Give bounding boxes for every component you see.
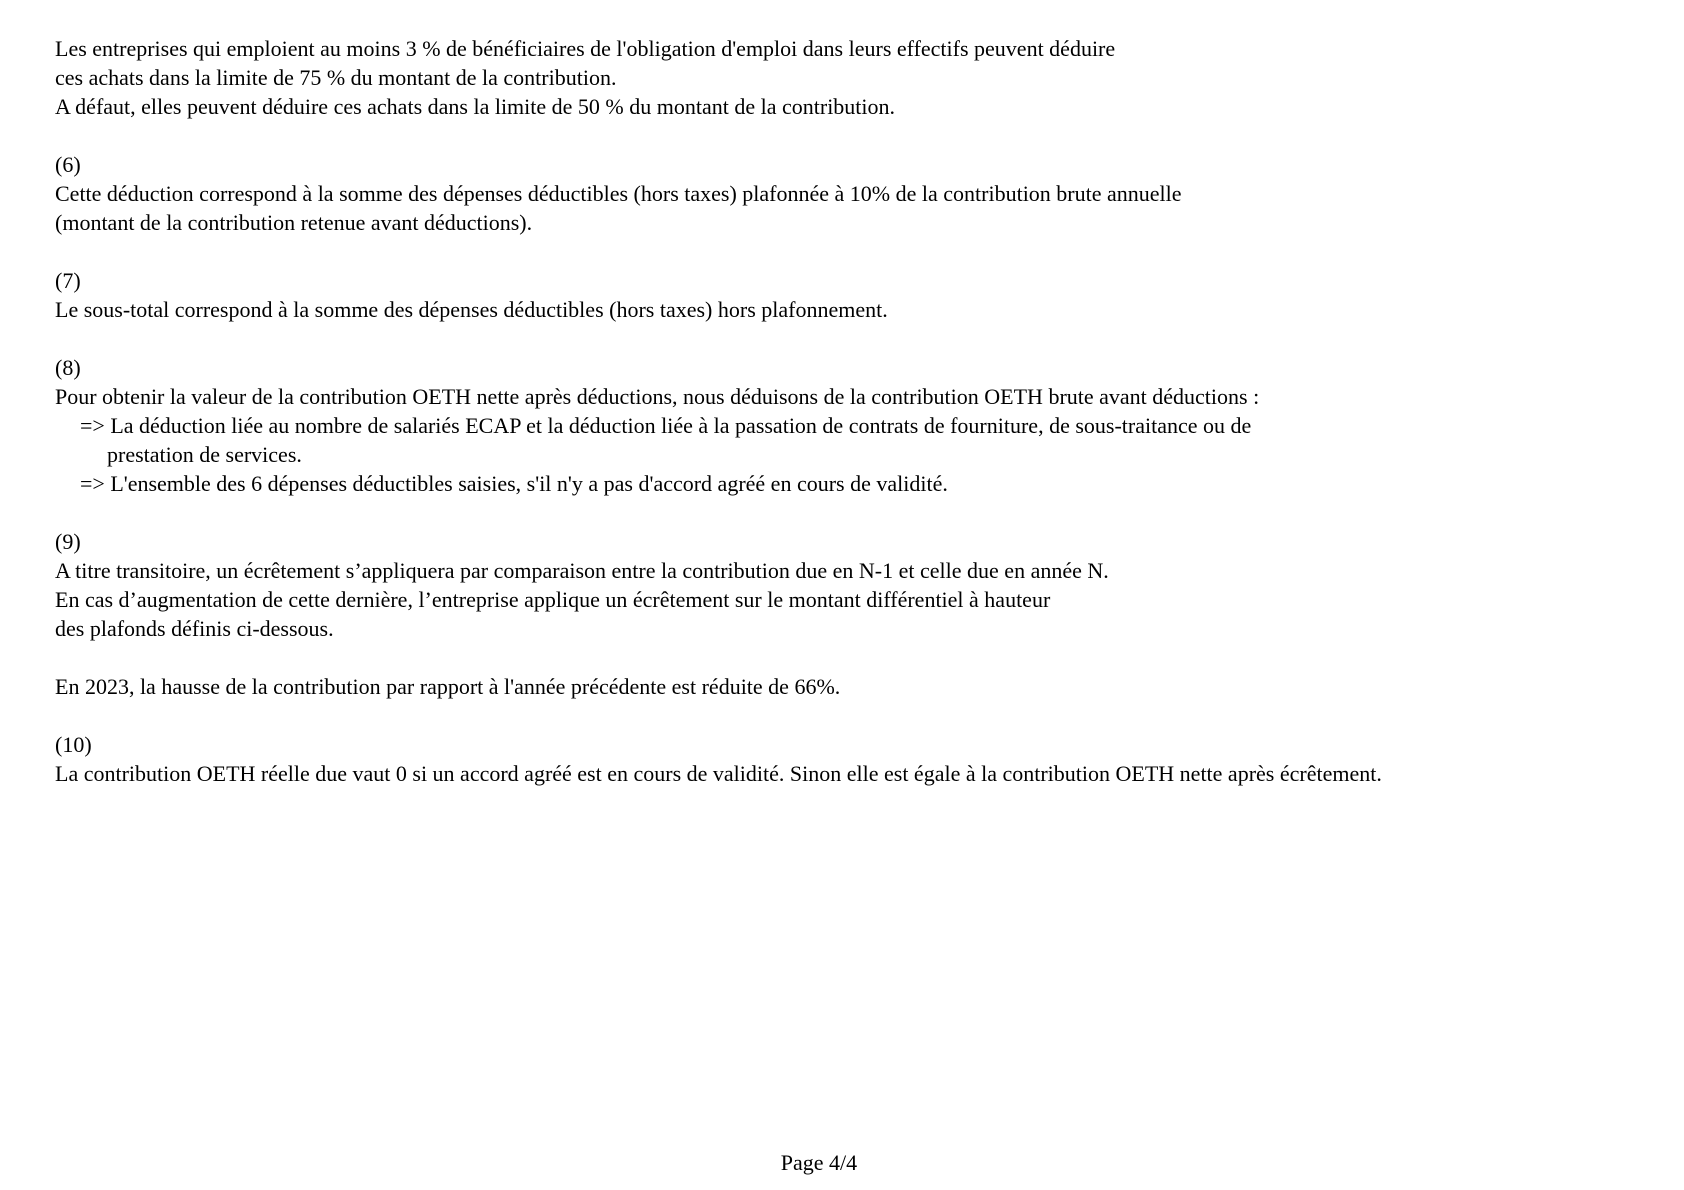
- paragraph-2023: [55, 672, 1654, 701]
- text-line: En cas d’augmentation de cette dernière, l’entreprise applique un écrêtement sur le montant différentiel à hauteur: [55, 587, 1051, 612]
- paragraph-intro: [55, 34, 1654, 121]
- text-line: ces achats dans la limite de 75 % du montant de la contribution.: [55, 65, 617, 90]
- footnote-number: (7): [55, 268, 81, 293]
- footnote-number: (10): [55, 732, 92, 757]
- document-body: [55, 34, 1654, 817]
- bullet-line: => L'ensemble des 6 dépenses déductibles saisies, s'il n'y a pas d'accord agréé en cours de validité.: [80, 471, 948, 496]
- footnote-number: (9): [55, 529, 81, 554]
- paragraph-note-7: [55, 266, 1654, 324]
- footnote-number: (8): [55, 355, 81, 380]
- paragraph-note-9: [55, 527, 1654, 643]
- bullet-line: => La déduction liée au nombre de salariés ECAP et la déduction liée à la passation de contrats de fourniture, de sous-traitance ou de: [80, 413, 1252, 438]
- paragraph-note-10: [55, 730, 1654, 788]
- text-line: (montant de la contribution retenue avant déductions).: [55, 210, 533, 235]
- text-line: des plafonds définis ci-dessous.: [55, 616, 334, 641]
- text-line: Cette déduction correspond à la somme des dépenses déductibles (hors taxes) plafonnée à 10% de la contribution brute annuelle: [55, 181, 1182, 206]
- paragraph-note-6: [55, 150, 1654, 237]
- text-line: Les entreprises qui emploient au moins 3 % de bénéficiaires de l'obligation d'emploi dans leurs effectifs peuvent déduire: [55, 36, 1116, 61]
- bullet-continuation-line: prestation de services.: [107, 442, 302, 467]
- page-footer: [55, 1148, 1583, 1177]
- text-line: Le sous-total correspond à la somme des dépenses déductibles (hors taxes) hors plafonnement.: [55, 297, 888, 322]
- text-line: A défaut, elles peuvent déduire ces achats dans la limite de 50 % du montant de la contribution.: [55, 94, 896, 119]
- text-line: La contribution OETH réelle due vaut 0 si un accord agréé est en cours de validité. Sinon elle est égale à la contribution OETH nette après écrêtement.: [55, 761, 1382, 786]
- text-line: A titre transitoire, un écrêtement s’appliquera par comparaison entre la contribution due en N-1 et celle due en année N.: [55, 558, 1109, 583]
- paragraph-note-8: [55, 353, 1654, 498]
- text-line: Pour obtenir la valeur de la contribution OETH nette après déductions, nous déduisons de la contribution OETH brute avant déductions :: [55, 384, 1260, 409]
- footnote-number: (6): [55, 152, 81, 177]
- page-number: Page 4/4: [780, 1150, 858, 1175]
- text-line: En 2023, la hausse de la contribution par rapport à l'année précédente est réduite de 66%.: [55, 674, 841, 699]
